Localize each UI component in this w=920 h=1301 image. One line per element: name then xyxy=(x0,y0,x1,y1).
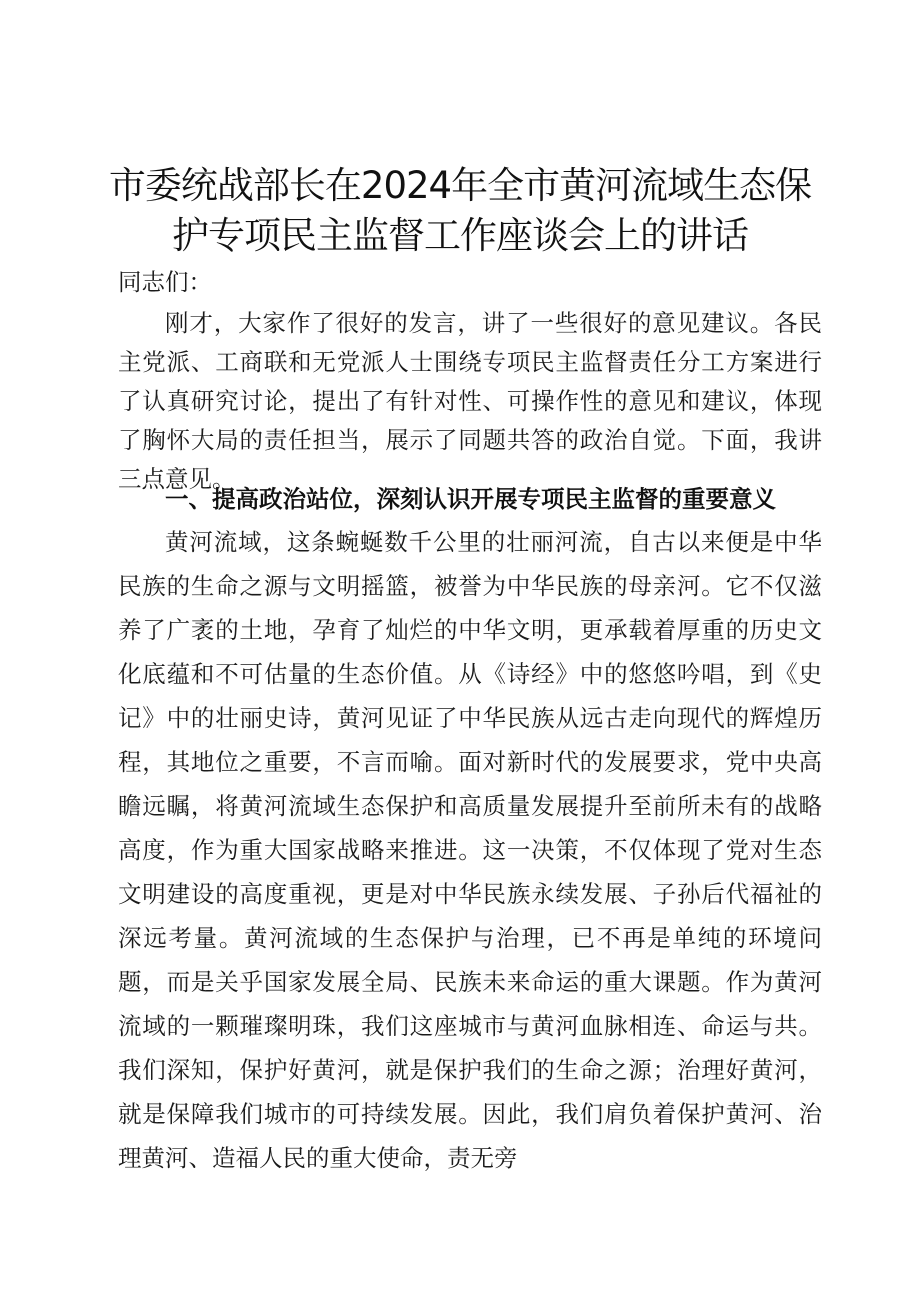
section-heading-1: 一、提高政治站位，深刻认识开展专项民主监督的重要意义 xyxy=(165,485,776,513)
document-title-line-1: 市委统战部长在2024年全市黄河流域生态保 xyxy=(108,164,812,207)
paragraph-section-1: 黄河流域，这条蜿蜒数千公里的壮丽河流，自古以来便是中华民族的生命之源与文明摇篮，被誉为中华民族的母亲河。它不仅滋养了广袤的土地，孕育了灿烂的中华文明，更承载着厚重的历史文化底蕴和不可估量的生态价值。从《诗经》中的悠悠吟唱，到《史记》中的壮丽史诗，黄河见证了中华民族从远古走向现代的辉煌历程，其地位之重要，不言而喻。面对新时代的发展要求，党中央高瞻远瞩，将黄河流域生态保护和高质量发展提升至前所未有的战略高度，作为重大国家战略来推进。这一决策，不仅体现了党对生态文明建设的高度重视，更是对中华民族永续发展、子孙后代福祉的深远考量。黄河流域的生态保护与治理，已不再是单纯的环境问题，而是关乎国家发展全局、民族未来命运的重大课题。作为黄河流域的一颗璀璨明珠，我们这座城市与黄河血脉相连、命运与共。我们深知，保护好黄河，就是保护我们的生命之源；治理好黄河，就是保障我们城市的可持续发展。因此，我们肩负着保护黄河、治理黄河、造福人民的重大使命，责无旁 xyxy=(118,528,822,1172)
salutation: 同志们： xyxy=(118,268,212,296)
document-title-line-2: 护专项民主监督工作座谈会上的讲话 xyxy=(172,214,748,257)
paragraph-opening: 刚才，大家作了很好的发言，讲了一些很好的意见建议。各民主党派、工商联和无党派人士围绕专项民主监督责任分工方案进行了认真研究讨论，提出了有针对性、可操作性的意见和建议，体现了胸怀大局的责任担当，展示了同题共答的政治自觉。下面，我讲三点意见。 xyxy=(118,309,822,493)
